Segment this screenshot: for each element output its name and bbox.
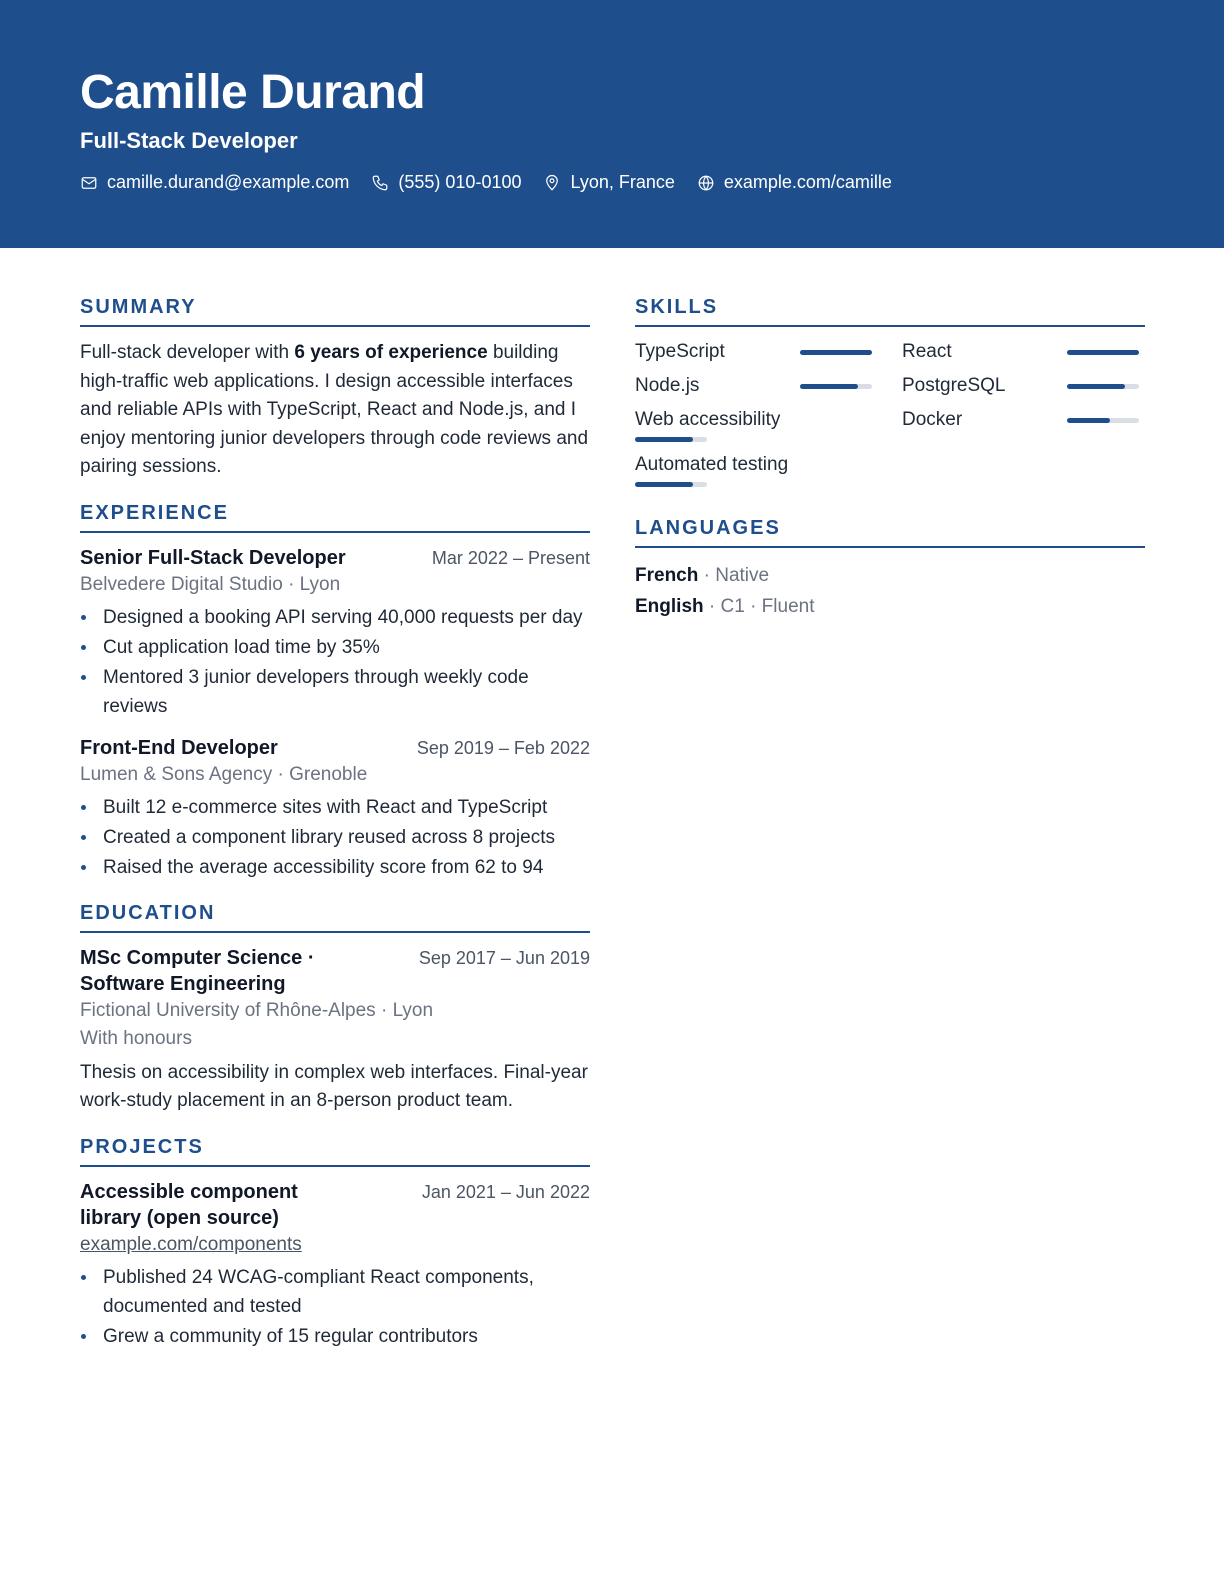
job-bullets — [80, 793, 590, 882]
skill-item — [635, 407, 872, 442]
job-title: Front-End Developer — [80, 736, 278, 759]
education-date: Sep 2017 – Jun 2019 — [418, 947, 590, 968]
summary-text — [80, 339, 590, 482]
language-name: French — [635, 565, 699, 586]
skills-section — [635, 296, 1145, 497]
candidate-role: Full-Stack Developer — [80, 128, 298, 153]
phone-icon — [371, 174, 389, 192]
skill-item — [635, 373, 872, 399]
skill-name: TypeScript — [635, 341, 725, 362]
education-section — [80, 902, 590, 1116]
skill-item — [635, 339, 872, 365]
bullet-item: Built 12 e-commerce sites with React and TypeScript — [80, 793, 590, 822]
email-text: camille.durand@example.com — [107, 172, 350, 192]
skill-name: Docker — [902, 409, 963, 430]
skill-name: Node.js — [635, 375, 700, 396]
skill-name: Automated testing — [635, 454, 789, 475]
contact-row — [80, 172, 1224, 193]
skill-item — [635, 452, 872, 487]
skills-column-left — [635, 339, 872, 497]
skill-item — [902, 339, 1139, 365]
projects-heading: PROJECTS — [80, 1136, 590, 1167]
summary-text-end: building high-traffic web applications. I design accessible interfaces and reliable APIs with TypeScript, React and Node.js, and I enjoy mentoring junior developers through code reviews and pairing sessions. — [80, 342, 589, 477]
languages-heading: LANGUAGES — [635, 517, 1145, 548]
job-bullets — [80, 603, 590, 721]
education-description: Thesis on accessibility in complex web interfaces. Final-year work-study placement in an 8-person product team. — [80, 1061, 588, 1111]
globe-icon — [697, 174, 715, 192]
skill-level-bar — [800, 350, 872, 355]
candidate-name: Camille Durand — [80, 66, 426, 119]
skill-level-bar — [1067, 418, 1139, 423]
skill-level-fill — [1067, 384, 1125, 389]
project-entry — [80, 1179, 590, 1351]
skill-level-fill — [635, 482, 693, 487]
language-item — [635, 591, 1145, 622]
summary-highlight: 6 years of experience — [294, 342, 488, 363]
skill-level-fill — [800, 384, 858, 389]
skill-level-bar — [800, 384, 872, 389]
right-column — [635, 296, 1145, 642]
honours-text: With honours — [80, 1027, 192, 1049]
projects-section — [80, 1136, 590, 1351]
job-title: Senior Full-Stack Developer — [80, 546, 346, 569]
project-bullets — [80, 1263, 590, 1351]
job-entry — [80, 545, 590, 721]
language-name: English — [635, 596, 704, 617]
skill-level-fill — [800, 350, 872, 355]
skill-level-bar — [1067, 384, 1139, 389]
location-text: Lyon, France — [570, 172, 675, 192]
phone-text: (555) 010-0100 — [398, 172, 522, 192]
language-level: · Native — [698, 565, 770, 586]
job-date: Sep 2019 – Feb 2022 — [416, 737, 590, 758]
skill-name: Web accessibility — [635, 409, 781, 430]
skill-item — [902, 407, 1139, 433]
skills-column-right — [902, 339, 1139, 497]
languages-section — [635, 517, 1145, 622]
left-column — [80, 296, 590, 1371]
skill-name: PostgreSQL — [902, 375, 1006, 396]
skills-grid — [635, 339, 1145, 497]
contact-email[interactable] — [80, 172, 349, 193]
bullet-item: Designed a booking API serving 40,000 requests per day — [80, 603, 590, 632]
contact-location — [543, 172, 674, 193]
contact-phone[interactable] — [371, 172, 521, 193]
summary-section — [80, 296, 590, 482]
skill-level-fill — [1067, 418, 1110, 423]
bullet-item: Mentored 3 junior developers through weekly code reviews — [80, 663, 590, 721]
location-pin-icon — [543, 174, 561, 192]
job-company: Lumen & Sons Agency · Grenoble — [80, 763, 368, 785]
job-entry — [80, 735, 590, 882]
experience-heading: EXPERIENCE — [80, 502, 590, 533]
bullet-item: Cut application load time by 35% — [80, 633, 590, 662]
skill-level-fill — [1067, 350, 1139, 355]
bullet-item: Grew a community of 15 regular contributors — [80, 1322, 590, 1351]
skill-item — [902, 373, 1139, 399]
skills-heading: SKILLS — [635, 296, 1145, 327]
skill-level-bar — [1067, 350, 1139, 355]
skill-level-bar — [635, 482, 707, 487]
project-date: Jan 2021 – Jun 2022 — [421, 1181, 590, 1202]
language-item — [635, 560, 1145, 591]
skill-level-fill — [635, 437, 693, 442]
bullet-item: Published 24 WCAG-compliant React components, documented and tested — [80, 1263, 590, 1321]
bullet-item: Raised the average accessibility score from 62 to 94 — [80, 853, 590, 882]
skill-name: React — [902, 341, 952, 362]
project-title: Accessible component library (open source) — [80, 1180, 298, 1229]
project-link[interactable]: example.com/components — [80, 1233, 302, 1255]
contact-website[interactable] — [697, 172, 892, 193]
website-text: example.com/camille — [723, 172, 892, 192]
mail-icon — [80, 174, 98, 192]
education-entry — [80, 945, 590, 1116]
summary-text-start: Full-stack developer with — [80, 342, 295, 363]
skill-level-bar — [635, 437, 707, 442]
job-date: Mar 2022 – Present — [431, 547, 590, 568]
summary-heading: SUMMARY — [80, 296, 590, 327]
education-heading: EDUCATION — [80, 902, 590, 933]
bullet-item: Created a component library reused across 8 projects — [80, 823, 590, 852]
degree-title: MSc Computer Science · Software Engineering — [80, 946, 315, 995]
school-name: Fictional University of Rhône-Alpes · Lyon — [80, 999, 434, 1021]
job-company: Belvedere Digital Studio · Lyon — [80, 573, 341, 595]
resume-header — [0, 0, 1224, 248]
experience-section — [80, 502, 590, 882]
language-level: · C1 · Fluent — [703, 596, 815, 617]
